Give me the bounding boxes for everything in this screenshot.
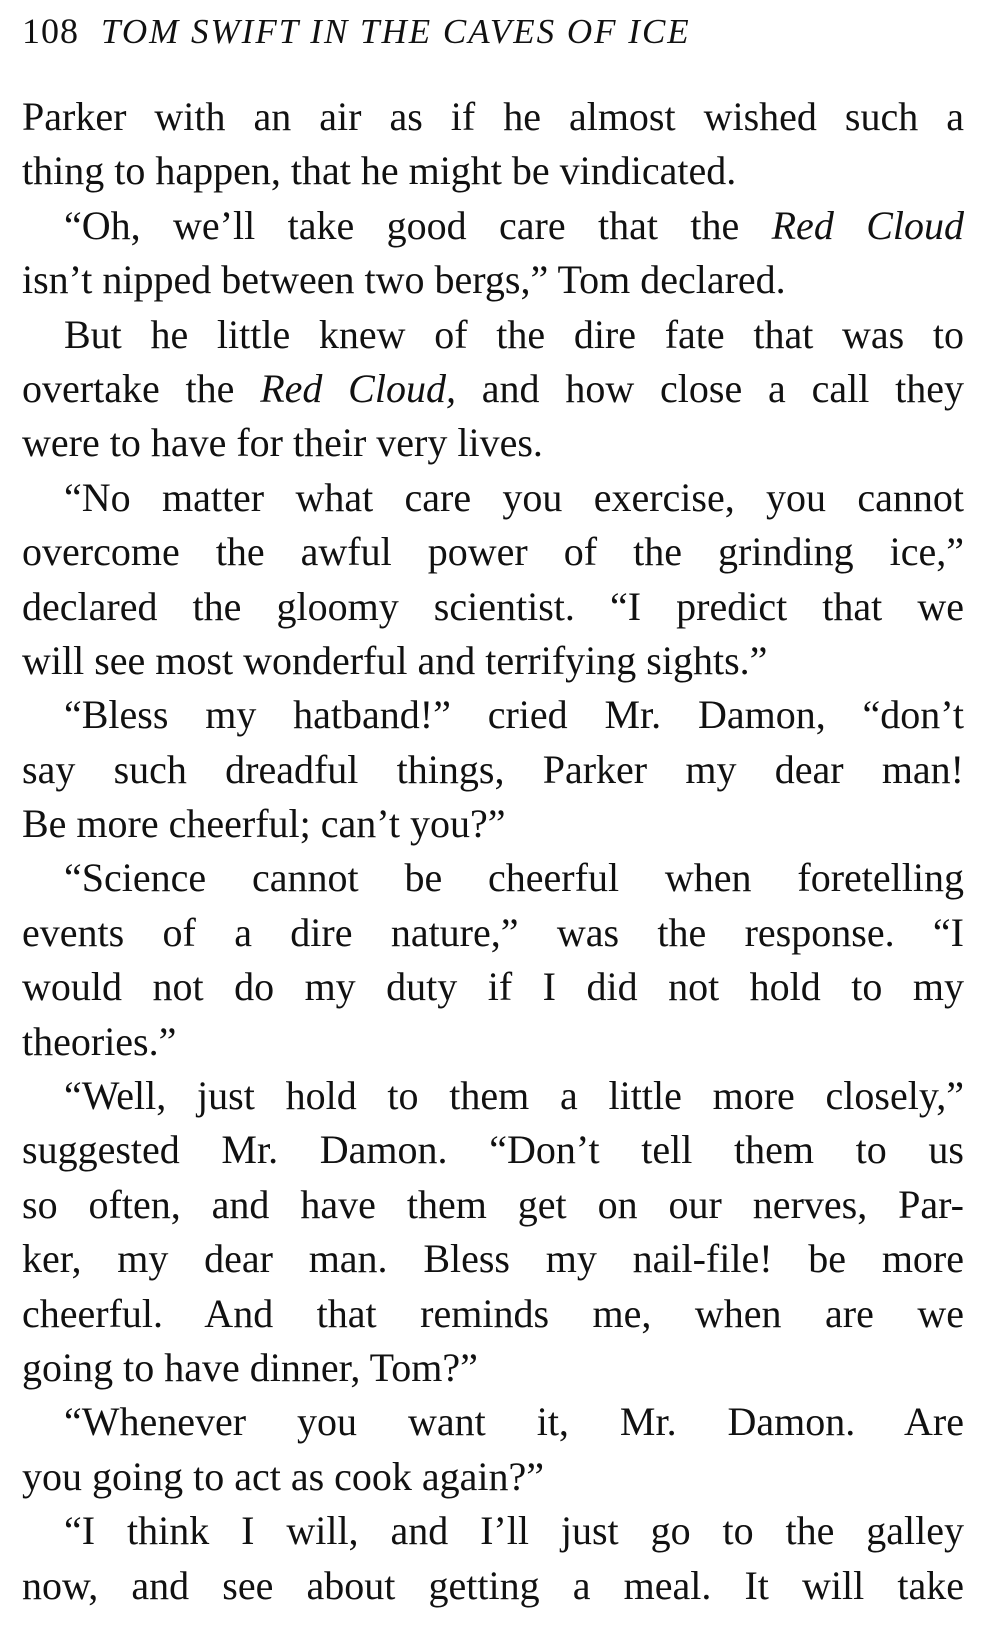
text-line: [22, 525, 964, 579]
text-line: [22, 1341, 964, 1395]
text-segment: “Science cannot be cheerful when foretelling: [64, 855, 964, 901]
text-segment: “Whenever you want it, Mr. Damon. Are: [64, 1399, 964, 1445]
text-segment: say such dreadful things, Parker my dear man!: [22, 746, 964, 792]
text-line: [22, 688, 964, 742]
text-segment: would not do my duty if I did not hold to my: [22, 964, 964, 1010]
text-segment: But he little knew of the dire fate that was to: [64, 311, 964, 357]
text-line: [22, 1232, 964, 1286]
text-line: [22, 1015, 964, 1069]
text-line: [22, 1069, 964, 1123]
text-segment: “Well, just hold to them a little more closely,”: [64, 1073, 964, 1119]
running-head: [22, 10, 972, 62]
text-line: [22, 960, 964, 1014]
text-segment: Parker with an air as if he almost wished such a: [22, 94, 964, 139]
text-segment: “I think I will, and I’ll just go to the galley: [64, 1508, 964, 1554]
text-line: [22, 253, 964, 307]
page-number: 108: [22, 11, 79, 51]
italic-text: Red Cloud,: [260, 365, 456, 411]
text-segment: overtake the: [22, 365, 261, 411]
text-line: [22, 580, 964, 634]
text-segment: will see most wonderful and terrifying sights.”: [22, 637, 768, 683]
text-line: [22, 362, 964, 416]
text-line: [22, 1178, 964, 1232]
text-segment: “Oh, we’ll take good care that the: [64, 202, 772, 248]
text-line: [22, 199, 964, 253]
text-line: [22, 743, 964, 797]
text-segment: now, and see about getting a meal. It will take: [22, 1562, 964, 1608]
text-line: [22, 797, 964, 851]
text-line: [22, 851, 964, 905]
italic-text: Red Cloud: [771, 202, 964, 248]
text-segment: suggested Mr. Damon. “Don’t tell them to us: [22, 1127, 964, 1173]
text-segment: “Bless my hatband!” cried Mr. Damon, “don’t: [64, 692, 964, 738]
text-line: [22, 144, 964, 198]
text-segment: thing to happen, that he might be vindicated.: [22, 148, 737, 194]
text-segment: going to have dinner, Tom?”: [22, 1344, 478, 1390]
text-segment: overcome the awful power of the grinding ice,”: [22, 529, 964, 575]
text-line: [22, 308, 964, 362]
text-segment: you going to act as cook again?”: [22, 1453, 545, 1499]
text-line: [22, 1504, 964, 1558]
text-line: [22, 416, 964, 470]
text-segment: so often, and have them get on our nerves, Par-: [22, 1181, 964, 1227]
text-line: [22, 906, 964, 960]
text-line: [22, 1287, 964, 1341]
text-segment: “No matter what care you exercise, you cannot: [64, 474, 964, 520]
text-line: [22, 1450, 964, 1504]
text-line: [22, 471, 964, 525]
text-segment: cheerful. And that reminds me, when are we: [22, 1290, 964, 1336]
text-segment: and how close a call they: [455, 365, 964, 411]
text-line: [22, 90, 964, 144]
text-segment: events of a dire nature,” was the response. “I: [22, 909, 964, 955]
text-segment: isn’t nipped between two bergs,” Tom declared.: [22, 257, 786, 303]
body-text: [22, 90, 964, 1613]
text-segment: Be more cheerful; can’t you?”: [22, 801, 506, 847]
text-line: [22, 1395, 964, 1449]
text-segment: were to have for their very lives.: [22, 420, 543, 466]
text-segment: ker, my dear man. Bless my nail-file! be more: [22, 1236, 964, 1282]
text-line: [22, 634, 964, 688]
book-title: TOM SWIFT IN THE CAVES OF ICE: [101, 12, 691, 51]
text-line: [22, 1559, 964, 1613]
text-segment: theories.”: [22, 1018, 177, 1064]
text-line: [22, 1123, 964, 1177]
text-segment: declared the gloomy scientist. “I predict that we: [22, 583, 964, 629]
